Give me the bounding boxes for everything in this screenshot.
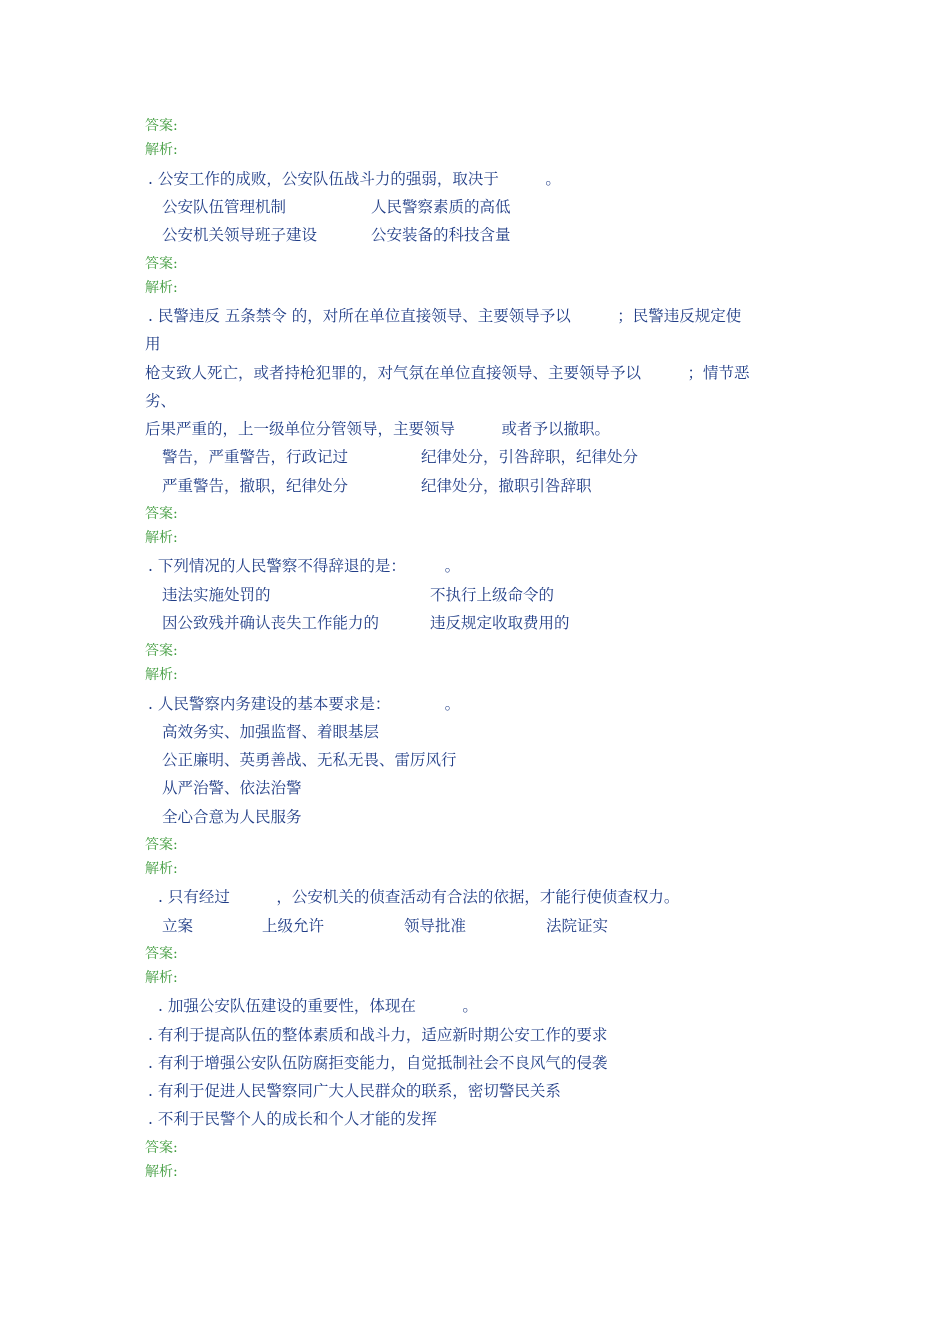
option: . 不利于民警个人的成长和个人才能的发挥 [148, 1110, 437, 1128]
question-stem-line: 用 [145, 335, 161, 353]
analysis-label: 解析: [145, 530, 178, 546]
question-stem-line: 劣、 [145, 392, 177, 410]
question-stem-line: 后果严重的，上一级单位分管领导，主要领导 或者予以撤职。 [145, 420, 611, 438]
option: 公安装备的科技含量 [371, 226, 511, 244]
option: 立案 [162, 917, 194, 935]
question-stem: . 人民警察内务建设的基本要求是： 。 [148, 695, 461, 713]
option: 公安机关领导班子建设 [162, 226, 318, 244]
analysis-label: 解析: [145, 142, 178, 158]
option: 从严治警、依法治警 [162, 779, 302, 797]
option: 人民警察素质的高低 [371, 198, 511, 216]
question-stem-line: . 民警违反 五条禁令 的，对所在单位直接领导、主要领导予以 ；民警违反规定使 [148, 307, 742, 325]
option: 纪律处分，撤职引咎辞职 [421, 477, 592, 495]
option: 领导批准 [404, 917, 467, 935]
option: 违反规定收取费用的 [430, 614, 570, 632]
answer-label: 答案: [145, 118, 178, 134]
option: . 有利于提高队伍的整体素质和战斗力，适应新时期公安工作的要求 [148, 1026, 608, 1044]
answer-label: 答案: [145, 256, 178, 272]
option: 因公致残并确认丧失工作能力的 [162, 614, 380, 632]
option: 高效务实、加强监督、着眼基层 [162, 723, 380, 741]
option: 法院证实 [546, 917, 609, 935]
analysis-label: 解析: [145, 667, 178, 683]
option: 上级允许 [262, 917, 325, 935]
answer-label: 答案: [145, 1140, 178, 1156]
option: 公安队伍管理机制 [162, 198, 287, 216]
option: . 有利于增强公安队伍防腐拒变能力，自觉抵制社会不良风气的侵袭 [148, 1054, 608, 1072]
option: 违法实施处罚的 [162, 586, 271, 604]
option: 严重警告，撤职，纪律处分 [162, 477, 349, 495]
option: 警告，严重警告，行政记过 [162, 448, 349, 466]
answer-label: 答案: [145, 506, 178, 522]
answer-label: 答案: [145, 946, 178, 962]
question-stem: . 公安工作的成败，公安队伍战斗力的强弱，取决于 。 [148, 170, 561, 188]
option: 不执行上级命令的 [430, 586, 555, 604]
question-stem-line: 枪支致人死亡，或者持枪犯罪的，对气氛在单位直接领导、主要领导予以 ；情节恶 [145, 364, 750, 382]
option: 全心合意为人民服务 [162, 808, 302, 826]
analysis-label: 解析: [145, 280, 178, 296]
question-stem: . 只有经过 ，公安机关的侦查活动有合法的依据，才能行使侦查权力。 [158, 888, 680, 906]
analysis-label: 解析: [145, 1164, 178, 1180]
option: 公正廉明、英勇善战、无私无畏、雷厉风行 [162, 751, 457, 769]
question-stem: . 加强公安队伍建设的重要性，体现在 。 [158, 997, 478, 1015]
analysis-label: 解析: [145, 970, 178, 986]
answer-label: 答案: [145, 643, 178, 659]
answer-label: 答案: [145, 837, 178, 853]
option: . 有利于促进人民警察同广大人民群众的联系，密切警民关系 [148, 1082, 561, 1100]
option: 纪律处分，引咎辞职，纪律处分 [421, 448, 639, 466]
question-stem: . 下列情况的人民警察不得辞退的是： 。 [148, 557, 461, 575]
analysis-label: 解析: [145, 861, 178, 877]
